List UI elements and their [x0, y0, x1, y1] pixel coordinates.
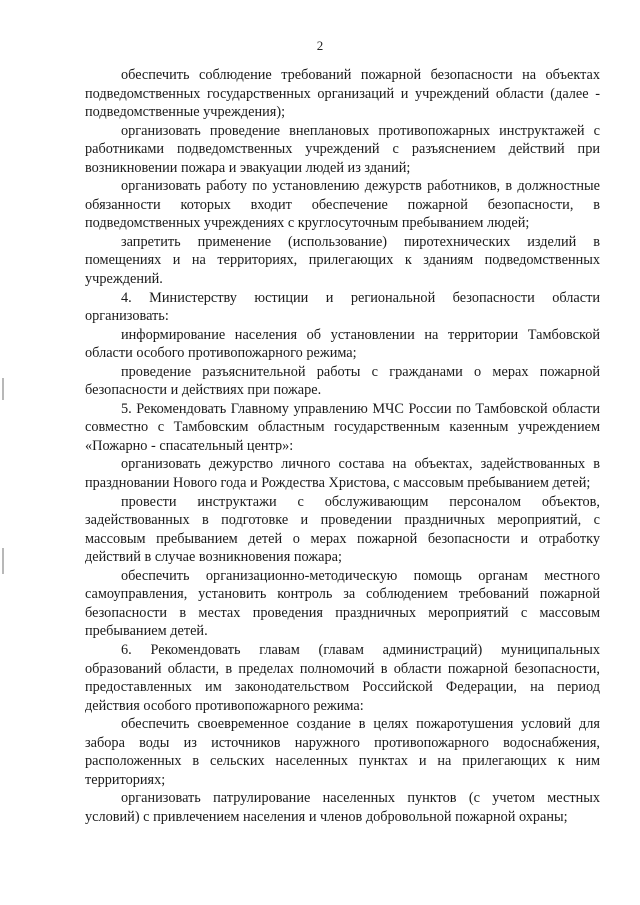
- paragraph: проведение разъяснительной работы с гражданами о мерах пожарной безопасности и действиях при пожаре.: [85, 363, 600, 399]
- paragraph: обеспечить организационно-методическую помощь органам местного самоуправления, установить контроль за соблюдением требований пожарной безопасности в местах проведения праздничных мероприятий с массовым пребыванием детей.: [85, 567, 600, 640]
- paragraph: организовать проведение внеплановых противопожарных инструктажей с работниками подведомственных учреждений с разъяснением действий при возникновении пожара и эвакуации людей из зданий;: [85, 122, 600, 176]
- paragraph: информирование населения об установлении на территории Тамбовской области особого противопожарного режима;: [85, 326, 600, 362]
- paragraph: обеспечить соблюдение требований пожарной безопасности на объектах подведомственных государственных организаций и учреждений области (далее - подведомственные учреждения);: [85, 67, 600, 121]
- paragraph: организовать работу по установлению дежурств работников, в должностные обязанности которых входит обеспечение пожарной безопасности, в подведомственных учреждениях с круглосуточным пребыванием людей;: [85, 178, 600, 232]
- paragraph: провести инструктажи с обслуживающим персоналом объектов, задействованных в подготовке и проведении праздничных мероприятий, с массовым пребыванием детей о мерах пожарной безопасности и отработку действий в случае возникновения пожара;: [85, 493, 600, 566]
- paragraph: запретить применение (использование) пиротехнических изделий в помещениях и на территориях, прилегающих к зданиям подведомственных учреждений.: [85, 233, 600, 288]
- paragraph: обеспечить своевременное создание в целях пожаротушения условий для забора воды из источников наружного противопожарного водоснабжения, расположенных в сельских населенных пунктах и на прилегающих к ним территориях;: [85, 716, 600, 788]
- paragraph-item-4: 4. Министерству юстиции и региональной безопасности области организовать:: [85, 289, 600, 325]
- scan-edge-mark: [2, 378, 4, 400]
- paragraph: организовать патрулирование населенных пунктов (с учетом местных условий) с привлечением населения и членов добровольной пожарной охраны;: [85, 790, 600, 825]
- paragraph: организовать дежурство личного состава на объектах, задействованных в праздновании Нового года и Рождества Христова, с массовым пребыванием детей;: [85, 456, 600, 492]
- document-body: [85, 66, 600, 826]
- scan-edge-mark: [2, 548, 4, 574]
- paragraph-item-6: 6. Рекомендовать главам (главам администраций) муниципальных образований области, в пределах полномочий в области пожарной безопасности, предоставленных им законодательством Российской Федерации, на период действия особого противопожарного режима:: [85, 641, 600, 714]
- paragraph-item-5: 5. Рекомендовать Главному управлению МЧС России по Тамбовской области совместно с Тамбовским областным государственным казенным учреждением «Пожарно - спасательный центр»:: [85, 400, 600, 454]
- page-number: 2: [316, 38, 324, 53]
